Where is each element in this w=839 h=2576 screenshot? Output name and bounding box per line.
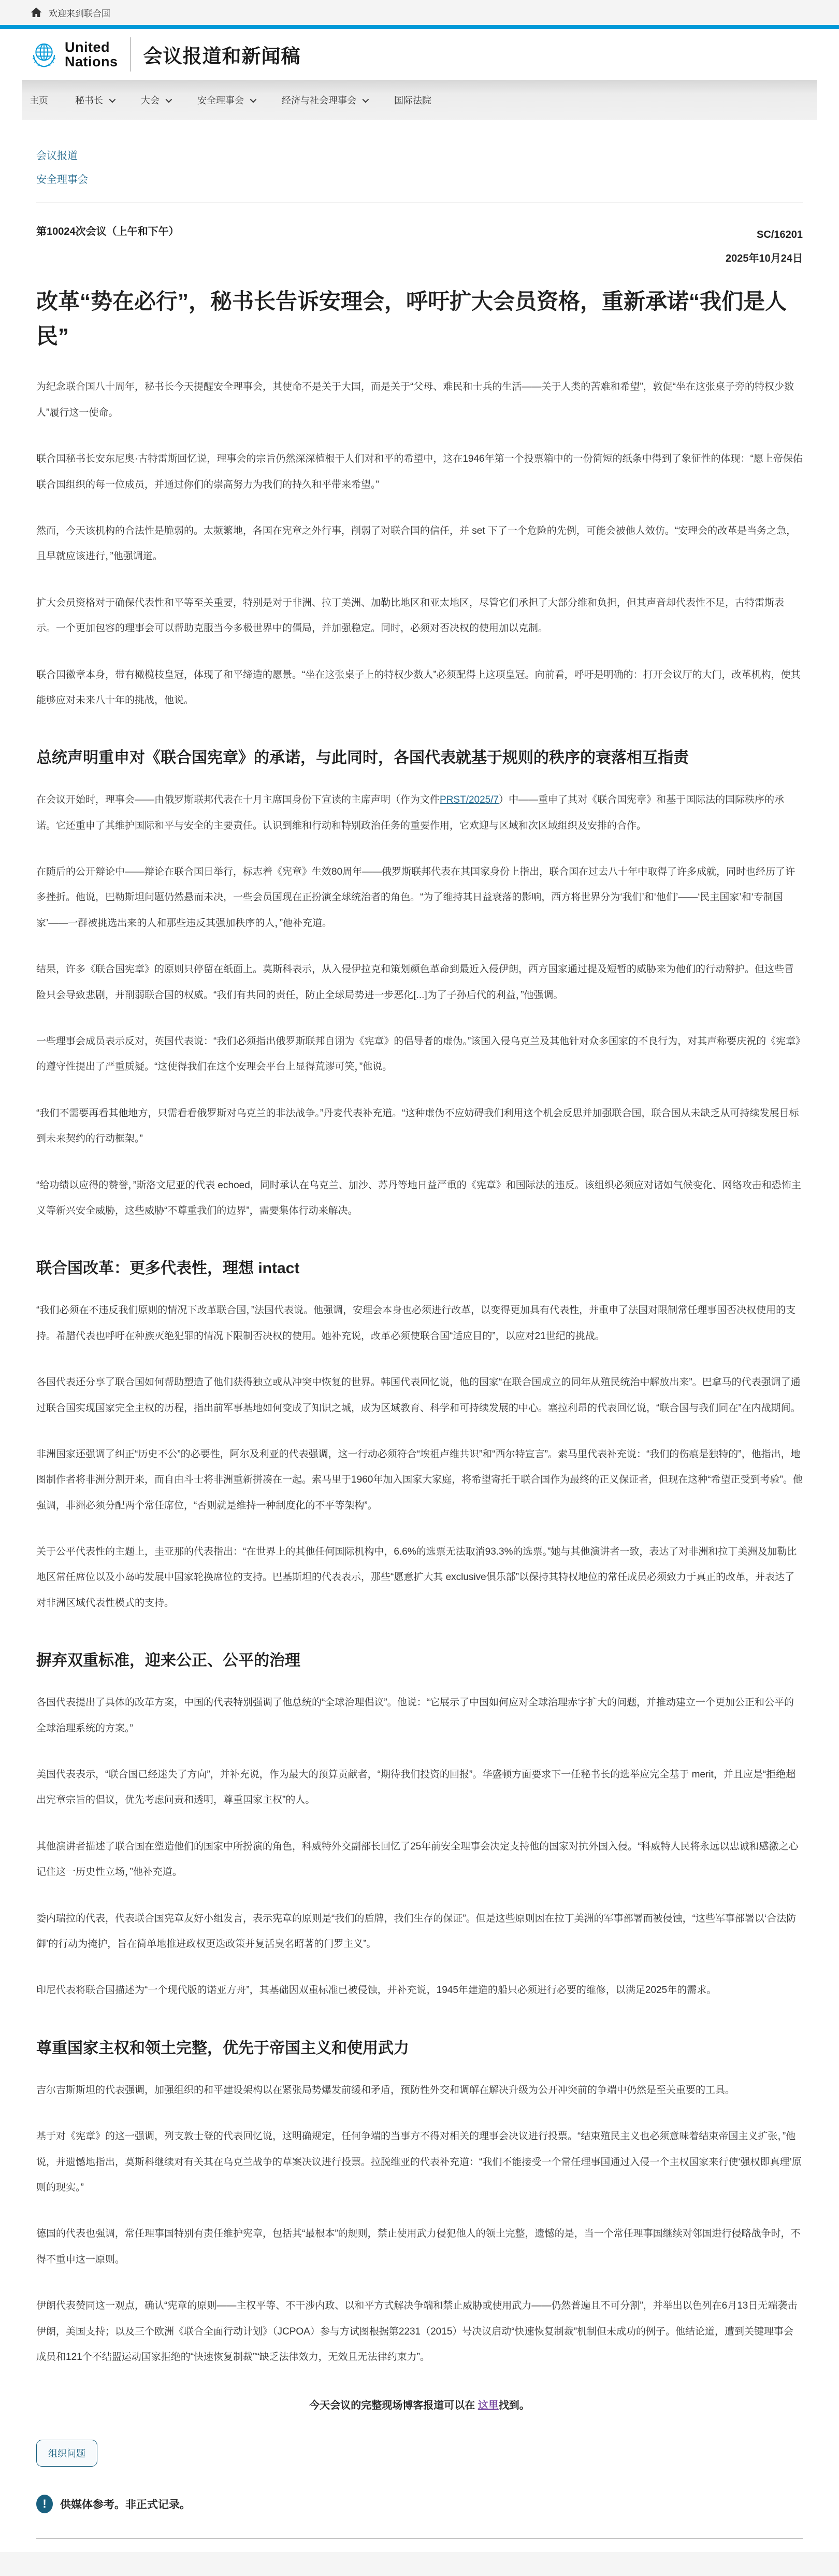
article-paragraph: 吉尔吉斯斯坦的代表强调，加强组织的和平建设架构以在紧张局势爆发前缓和矛盾，预防性外交和调解在解决升级为公开冲突前的争端中仍然是至关重要的工具。 bbox=[36, 2084, 735, 2096]
article-paragraph: 在随后的公开辩论中——辩论在联合国日举行，标志着《宪章》生效80周年——俄罗斯联邦代表在其国家身份上指出，联合国在过去八十年中取得了许多成就，同时也经历了许多挫折。他说，巴勒斯坦问题仍然悬而未决，一些会员国现在正扮演全球统治者的角色。“为了维持其日益衰落的影响，西方将世界分为‘我们’和‘他们’——‘民主国家’和‘专制国家’——一群被挑选出来的人和那些违反其强加秩序的人，”他补充道。 bbox=[36, 866, 795, 929]
un-blue-stripe bbox=[0, 25, 839, 29]
chevron-down-icon bbox=[109, 96, 116, 103]
document-link-prst[interactable]: PRST/2025/7 bbox=[440, 794, 499, 806]
page-footer bbox=[0, 2552, 839, 2576]
nav-item-security-council[interactable]: 安全理事会 bbox=[197, 93, 255, 107]
welcome-bar bbox=[0, 0, 839, 25]
chevron-down-icon bbox=[166, 96, 172, 103]
blog-note-text: 今天会议的完整现场博客报道可以在 bbox=[309, 2400, 478, 2412]
article-paragraph: 各国代表提出了具体的改革方案，中国的代表特别强调了他总统的“全球治理倡议”。他说：“它展示了中国如何应对全球治理赤字扩大的问题，并推动建立一个更加公正和公平的全球治理系统的方案。” bbox=[36, 1697, 794, 1734]
article-paragraph: 其他演讲者描述了联合国在塑造他们的国家中所扮演的角色，科威特外交副部长回忆了25年前安全理事会决定支持他的国家对抗外国入侵。“科威特人民将永远以忠诚和感激之心记住这一历史性立场，”他补充道。 bbox=[36, 1841, 799, 1878]
document-symbol: SC/16201 bbox=[757, 229, 803, 240]
section-heading: 总统声明重申对《联合国宪章》的承诺，与此同时，各国代表就基于规则的秩序的衰落相互指责 bbox=[36, 749, 689, 767]
article-paragraph: 关于公平代表性的主题上，圭亚那的代表指出：“在世界上的其他任何国际机构中，6.6%的选票无法取消93.3%的选票。”她与其他演讲者一致，表达了对非洲和拉丁美洲及加勒比地区常任席位以及小岛屿发展中国家轮换席位的支持。巴基斯坦的代表表示，那些“愿意扩大其 exclusive俱乐部”以保持其特权地位的常任成员必须致力于真正的改革，并表达了对非洲区域代表性模式的支持。 bbox=[36, 1546, 797, 1609]
section-heading: 摒弃双重标准，迎来公正、公平的治理 bbox=[36, 1652, 300, 1670]
article-paragraph: 一些理事会成员表示反对，英国代表说：“我们必须指出俄罗斯联邦自诩为《宪章》的倡导者的虚伪。”该国入侵乌克兰及其他针对众多国家的不良行为，对其声称要庆祝的《宪章》的遵守性提出了严重质疑。“这使得我们在这个安理会平台上显得荒谬可笑，”他说。 bbox=[36, 1036, 801, 1073]
article-paragraph: 各国代表还分享了联合国如何帮助塑造了他们获得独立或从冲突中恢复的世界。韩国代表回忆说，他的国家“在联合国成立的同年从殖民统治中解放出来”。巴拿马的代表强调了通过联合国实现国家完全主权的历程，指出前军事基地如何变成了知识之城，成为区域教育、科学和可持续发展的中心。塞拉利昂的代表回忆说，“联合国与我们同在”在内战期间。 bbox=[36, 1377, 801, 1414]
media-note-text: 供媒体参考。非正式记录。 bbox=[60, 2499, 191, 2511]
meeting-meta bbox=[36, 223, 803, 271]
article-paragraph: 扩大会员资格对于确保代表性和平等至关重要，特别是对于非洲、拉丁美洲、加勒比地区和亚太地区，尽管它们承担了大部分维和负担，但其声音却代表性不足，古特雷斯表示。一个更加包容的理事会可以帮助克服当今多极世界中的僵局，并加强稳定。同时，必须对否决权的使用加以克制。 bbox=[36, 597, 785, 634]
paragraph-text: 在会议开始时，理事会——由俄罗斯联邦代表在十月主席国身份下宣读的主席声明（作为文件 bbox=[36, 794, 440, 806]
main-nav bbox=[22, 80, 817, 120]
site-title[interactable]: 会议报道和新闻稿 bbox=[143, 46, 301, 67]
article-paragraph: “给功绩以应得的赞誉，”斯洛文尼亚的代表 echoed，同时承认在乌克兰、加沙、苏丹等地日益严重的《宪章》和国际法的违反。该组织必须应对诸如气候变化、网络攻击和恐怖主义等新兴安全威胁，这些威胁“不尊重我们的边界”，需要集体行动来解决。 bbox=[36, 1179, 801, 1216]
article-paragraph: 印尼代表将联合国描述为“一个现代版的诺亚方舟”，其基础因双重标准已被侵蚀，并补充说，1945年建造的船只必须进行必要的维修，以满足2025年的需求。 bbox=[36, 1985, 717, 1996]
chevron-down-icon bbox=[363, 96, 369, 103]
article-paragraph: 联合国秘书长安东尼奥·古特雷斯回忆说，理事会的宗旨仍然深深植根于人们对和平的希望中，这在1946年第一个投票箱中的一份简短的纸条中得到了象征性的体现：“愿上帝保佑联合国组织的每一位成员，并通过你们的崇高努力为我们的持久和平带来希望。” bbox=[36, 453, 803, 490]
article-paragraph: 伊朗代表赞同这一观点，确认“宪章的原则——主权平等、不干涉内政、以和平方式解决争端和禁止威胁或使用武力——仍然普遍且不可分割”，并举出以色列在6月13日无端袭击伊朗，美国支持；以及三个欧洲《联合全面行动计划》（JCPOA）参与方试图根据第2231（2015）号决议启动“快速恢复制裁”机制但未成功的例子。他结论道，遭到关键理事会成员和121个不结盟运动国家拒绝的“快速恢复制裁”“缺乏法律效力，无效且无法律约束力”。 bbox=[36, 2300, 798, 2362]
org-name: United Nations bbox=[65, 39, 118, 69]
nav-item-home[interactable]: 主页 bbox=[30, 95, 48, 106]
divider bbox=[36, 2538, 803, 2539]
meeting-date: 2025年10月24日 bbox=[726, 253, 803, 264]
live-blog-note bbox=[36, 2397, 803, 2412]
breadcrumb bbox=[36, 147, 803, 186]
nav-item-icj[interactable]: 国际法院 bbox=[394, 95, 431, 106]
chevron-down-icon bbox=[250, 96, 257, 103]
branding-band bbox=[0, 29, 839, 80]
un-emblem-logo[interactable] bbox=[30, 40, 59, 69]
nav-item-general-assembly[interactable]: 大会 bbox=[141, 93, 170, 107]
live-blog-link[interactable]: 这里 bbox=[478, 2400, 499, 2412]
page-title: 改革“势在必行”，秘书长告诉安理会，呼吁扩大会员资格，重新承诺“我们是人民” bbox=[36, 289, 787, 349]
article-paragraph: 委内瑞拉的代表，代表联合国宪章友好小组发言，表示宪章的原则是“我们的盾牌，我们生存的保证”。但是这些原则因在拉丁美洲的军事部署而被侵蚀，“这些军事部署以‘合法防御’的行动为掩护，旨在简单地推进政权更迭政策并复活臭名昭著的门罗主义”。 bbox=[36, 1913, 797, 1949]
meeting-number: 第10024次会议（上午和下午） bbox=[36, 226, 179, 237]
article-body bbox=[36, 284, 803, 2539]
alert-icon: ! bbox=[36, 2495, 53, 2513]
breadcrumb-meetings-coverage[interactable]: 会议报道 bbox=[36, 150, 78, 162]
article-paragraph: 为纪念联合国八十周年，秘书长今天提醒安全理事会，其使命不是关于大国，而是关于“父母、难民和士兵的生活——关于人类的苦难和希望”，敦促“坐在这张桌子旁的特权少数人”履行这一使命。 bbox=[36, 381, 794, 418]
section-heading: 联合国改革：更多代表性，理想 intact bbox=[36, 1260, 300, 1277]
topic-badge-organizational-matters[interactable]: 组织问题 bbox=[36, 2440, 97, 2467]
media-note bbox=[36, 2495, 803, 2513]
section-heading: 尊重国家主权和领土完整，优先于帝国主义和使用武力 bbox=[36, 2039, 409, 2057]
article-paragraph: 非洲国家还强调了纠正“历史不公”的必要性，阿尔及利亚的代表强调，这一行动必须符合“埃祖卢维共识”和“西尔特宣言”。索马里代表补充说：“我们的伤痕是独特的”，他指出，地图制作者将非洲分割开来，而自由斗士将非洲重新拼凑在一起。索马里于1960年加入国家大家庭，将希望寄托于联合国作为最终的正义保证者，但现在这种“希望正受到考验”。他强调，非洲必须分配两个常任席位，“否则就是维持一种制度化的不平等架构”。 bbox=[36, 1448, 803, 1511]
article-paragraph: 美国代表表示，“联合国已经迷失了方向”，并补充说，作为最大的预算贡献者，“期待我们投资的回报”。华盛顿方面要求下一任秘书长的选举应完全基于 merit，并且应是“拒绝超出宪章宗旨的倡议，优先考虑问责和透明，尊重国家主权”的人。 bbox=[36, 1769, 796, 1806]
nav-item-secretary-general[interactable]: 秘书长 bbox=[75, 93, 114, 107]
paragraph-text: ）中——重申了其对《联合国宪章》和基于国际法的国际秩序的承诺。它还重申了其维护国际和平与安全的主要责任。认识到维和行动和特别政治任务的重要作用，它欢迎与区域和次区域组织及安排的合作。 bbox=[36, 794, 785, 831]
breadcrumb-security-council[interactable]: 安全理事会 bbox=[36, 174, 88, 186]
article-paragraph: 然而，今天该机构的合法性是脆弱的。太频繁地，各国在宪章之外行事，削弱了对联合国的信任，并 set 下了一个危险的先例，可能会被他人效仿。“安理会的改革是当务之急，且早就应该进行，”他强调道。 bbox=[36, 525, 797, 562]
nav-item-ecosoc[interactable]: 经济与社会理事会 bbox=[282, 93, 367, 107]
home-icon[interactable] bbox=[30, 6, 43, 19]
article-paragraph: 德国的代表也强调，常任理事国特别有责任维护宪章，包括其“最根本”的规则，禁止使用武力侵犯他人的领土完整，遗憾的是，当一个常任理事国继续对邻国进行侵略战争时，不得不重申这一原则。 bbox=[36, 2228, 801, 2265]
article-paragraph bbox=[36, 787, 803, 838]
article-paragraph: “我们必须在不违反我们原则的情况下改革联合国，”法国代表说。他强调，安理会本身也必须进行改革，以变得更加具有代表性，并重申了法国对限制常任理事国否决权使用的支持。希腊代表也呼吁在种族灭绝犯罪的情况下限制否决权的使用。她补充说，改革必须使联合国“适应目的”，以应对21世纪的挑战。 bbox=[36, 1305, 796, 1342]
blog-note-text: 找到。 bbox=[498, 2400, 530, 2412]
article-paragraph: 基于对《宪章》的这一强调，列支敦士登的代表回忆说，这明确规定，任何争端的当事方不得对相关的理事会决议进行投票。“结束殖民主义也必须意味着结束帝国主义扩张，”他说，并遗憾地指出，莫斯科继续对有关其在乌克兰战争的草案决议进行投票。拉脱维亚的代表补充道：“我们不能接受一个常任理事国通过入侵一个主权国家来行使‘强权即真理’原则的现实。” bbox=[36, 2131, 802, 2193]
welcome-text[interactable]: 欢迎来到联合国 bbox=[49, 8, 110, 19]
article-paragraph: 联合国徽章本身，带有橄榄枝皇冠，体现了和平缔造的愿景。“坐在这张桌子上的特权少数人”必须配得上这项皇冠。向前看，呼吁是明确的：打开会议厅的大门，改革机构，使其能够应对未来八十年的挑战，他说。 bbox=[36, 669, 801, 706]
article-paragraph: 结果，许多《联合国宪章》的原则只停留在纸面上。莫斯科表示，从入侵伊拉克和策划颜色革命到最近入侵伊朗，西方国家通过提及短暂的威胁来为他们的行动辩护。但这些冒险只会导致悲剧，并削弱联合国的权威。“我们有共同的责任，防止全球局势进一步恶化[...]为了子孙后代的利益，”他强调。 bbox=[36, 964, 794, 1001]
article-paragraph: “我们不需要再看其他地方，只需看看俄罗斯对乌克兰的非法战争。”丹麦代表补充道。“这种虚伪不应妨碍我们利用这个机会反思并加强联合国，联合国从未缺乏从可持续发展目标到未来契约的行动框架。” bbox=[36, 1107, 799, 1145]
